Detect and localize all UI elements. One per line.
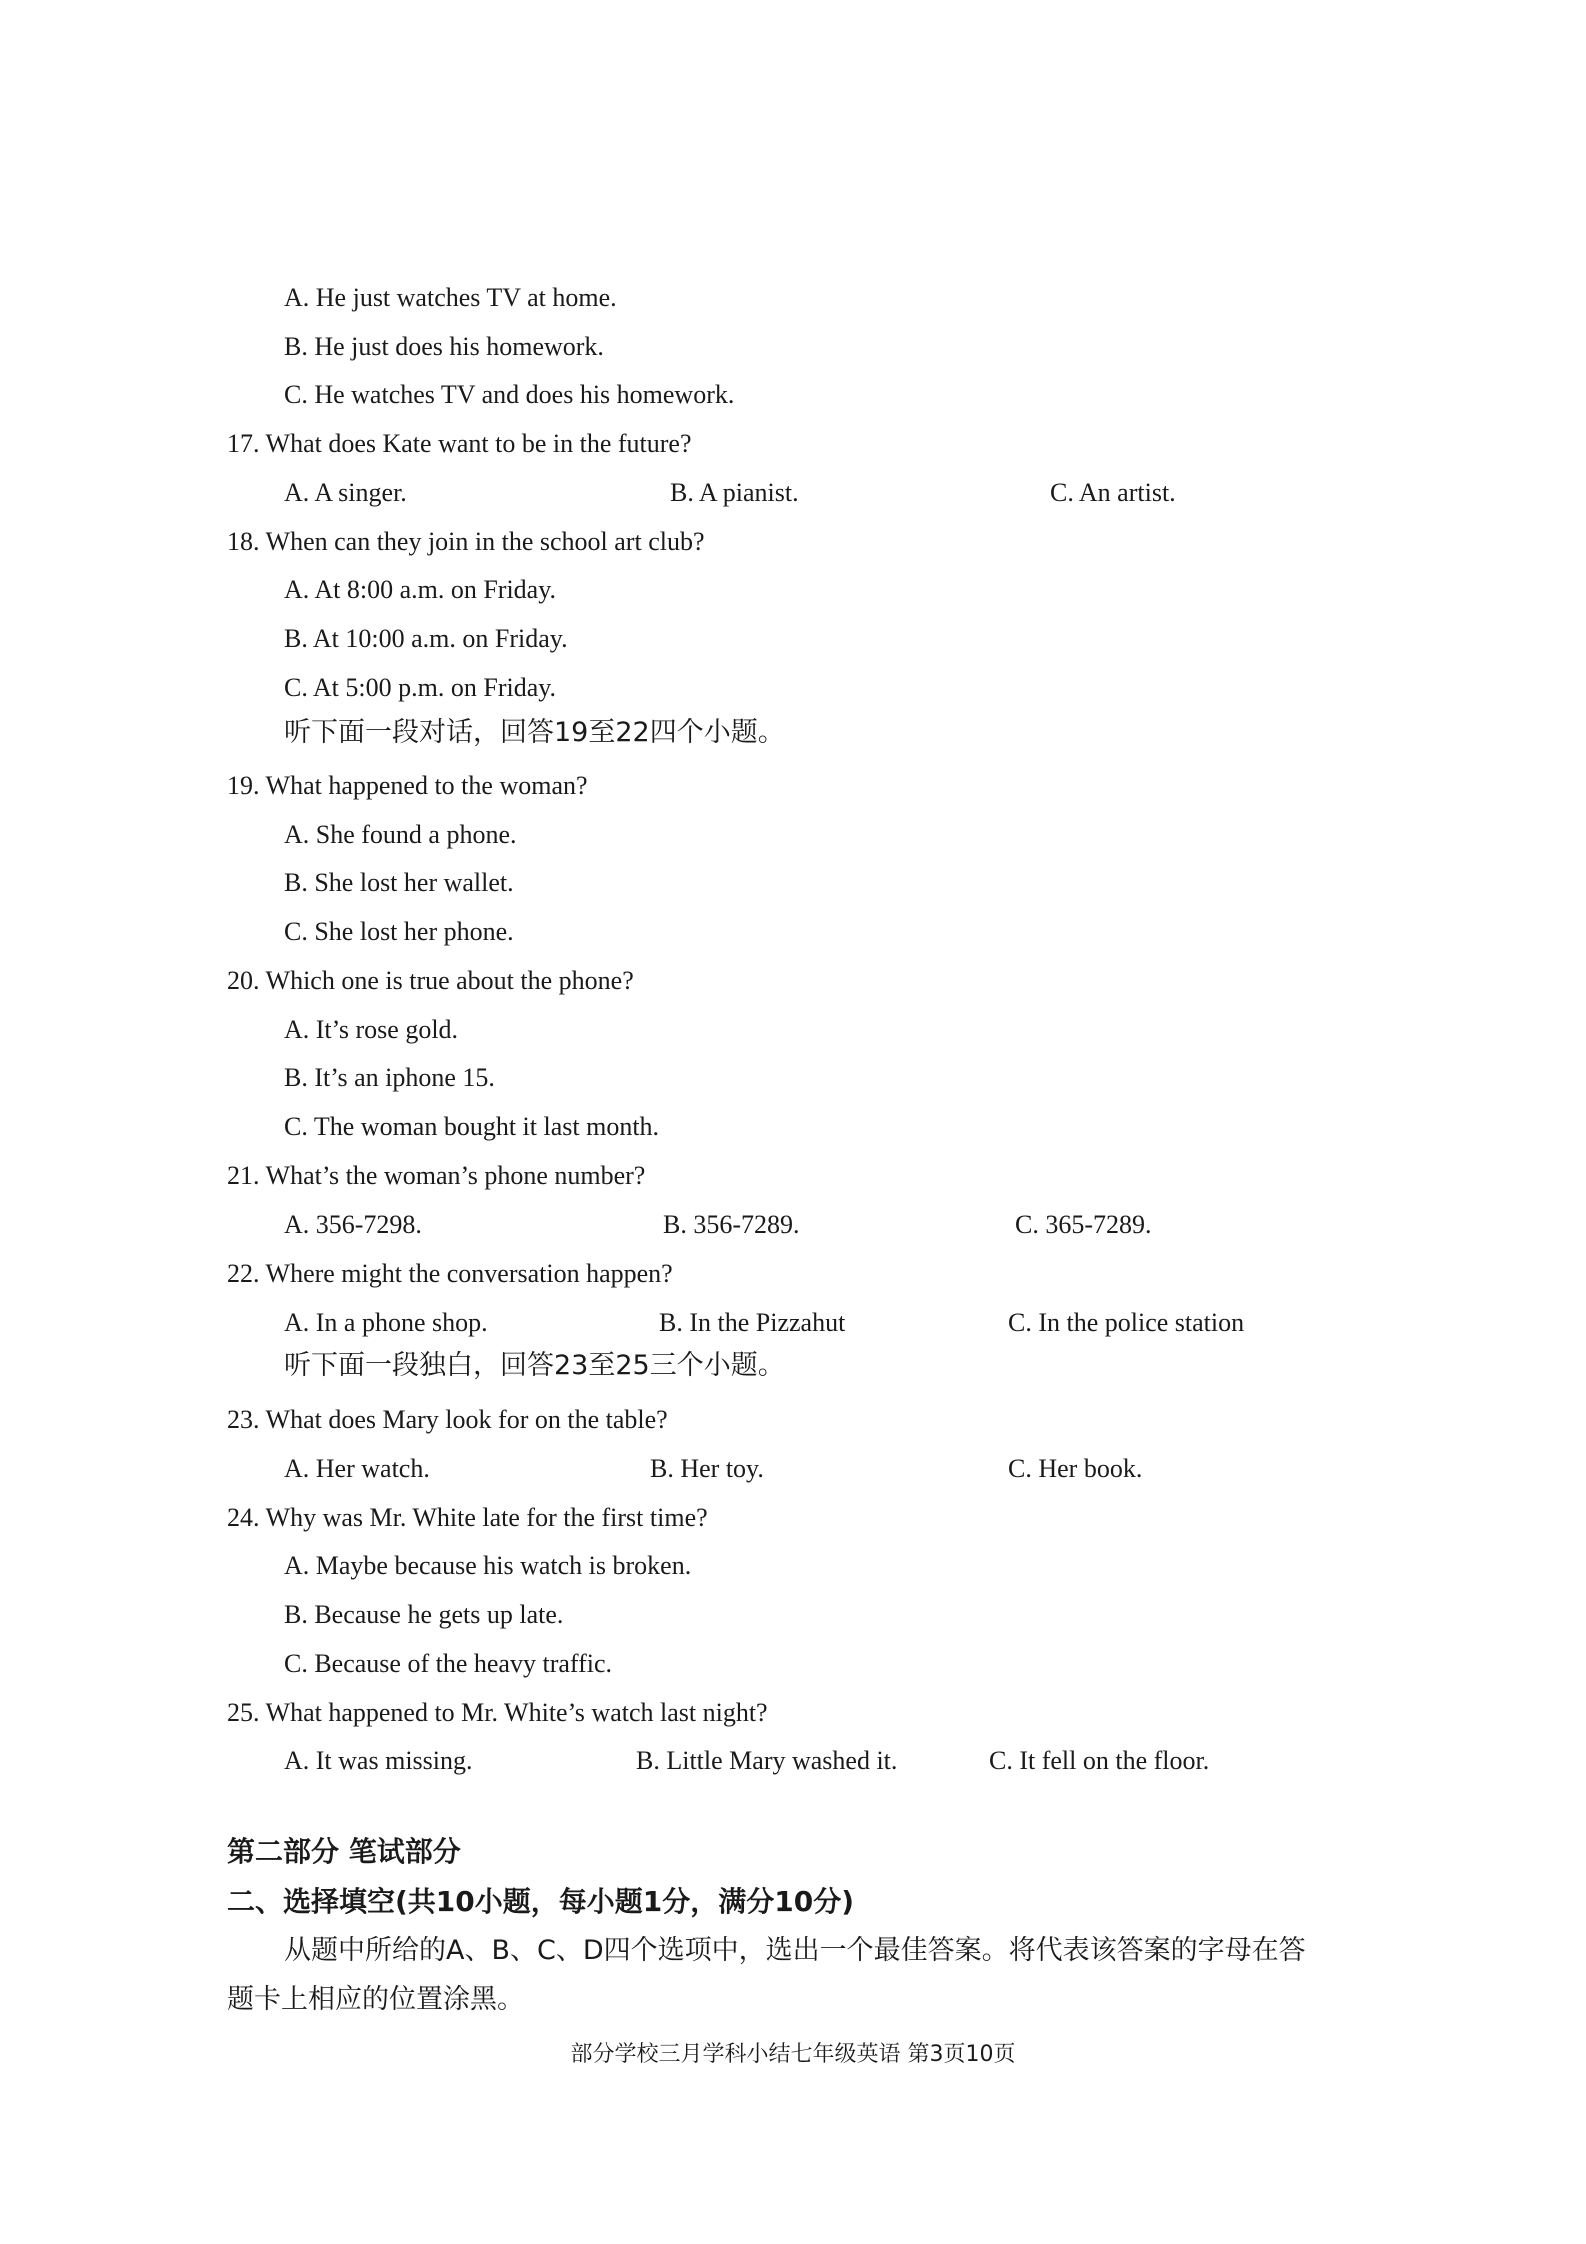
q18-stem: 18. When can they join in the school art club? <box>227 527 705 556</box>
section2-instruction-line2: 题卡上相应的位置涂黑。 <box>227 1984 524 2015</box>
q17-stem: 17. What does Kate want to be in the future? <box>227 429 692 458</box>
part2-title: 第二部分 笔试部分 <box>227 1835 461 1868</box>
q19-option-c: C. She lost her phone. <box>284 917 514 946</box>
q25-option-a: A. It was missing. <box>284 1746 473 1775</box>
q18-option-a: A. At 8:00 a.m. on Friday. <box>284 575 557 604</box>
q21-option-c: C. 365-7289. <box>1015 1210 1152 1239</box>
q22-option-b: B. In the Pizzahut <box>659 1308 846 1337</box>
q24-stem: 24. Why was Mr. White late for the first time? <box>227 1503 708 1532</box>
q20-option-a: A. It’s rose gold. <box>284 1015 459 1044</box>
q22-option-a: A. In a phone shop. <box>284 1308 488 1337</box>
listening-instruction-23-25: 听下面一段独白，回答23至25三个小题。 <box>284 1350 785 1381</box>
listening-instruction-19-22: 听下面一段对话，回答19至22四个小题。 <box>284 717 785 748</box>
q25-option-c: C. It fell on the floor. <box>989 1746 1210 1775</box>
q23-stem: 23. What does Mary look for on the table? <box>227 1405 668 1434</box>
q23-option-c: C. Her book. <box>1008 1454 1143 1483</box>
q25-stem: 25. What happened to Mr. White’s watch last night? <box>227 1698 768 1727</box>
section2-instruction-line1: 从题中所给的A、B、C、D四个选项中，选出一个最佳答案。将代表该答案的字母在答 <box>284 1935 1306 1966</box>
q17-option-b: B. A pianist. <box>670 478 799 507</box>
q19-option-a: A. She found a phone. <box>284 820 517 849</box>
q17-option-c: C. An artist. <box>1050 478 1176 507</box>
q21-option-b: B. 356-7289. <box>663 1210 800 1239</box>
q18-option-b: B. At 10:00 a.m. on Friday. <box>284 624 568 653</box>
q20-stem: 20. Which one is true about the phone? <box>227 966 634 995</box>
q24-option-b: B. Because he gets up late. <box>284 1600 564 1629</box>
section2-title: 二、选择填空(共10小题，每小题1分，满分10分) <box>227 1885 855 1918</box>
q19-option-b: B. She lost her wallet. <box>284 868 514 897</box>
q16-option-c: C. He watches TV and does his homework. <box>284 380 735 409</box>
q22-option-c: C. In the police station <box>1008 1308 1245 1337</box>
q24-option-c: C. Because of the heavy traffic. <box>284 1649 612 1678</box>
q22-stem: 22. Where might the conversation happen? <box>227 1259 673 1288</box>
q19-stem: 19. What happened to the woman? <box>227 771 588 800</box>
q16-option-a: A. He just watches TV at home. <box>284 283 617 312</box>
page-footer: 部分学校三月学科小结七年级英语 第3页10页 <box>570 2042 1016 2067</box>
q17-option-a: A. A singer. <box>284 478 407 507</box>
q24-option-a: A. Maybe because his watch is broken. <box>284 1551 692 1580</box>
q23-option-b: B. Her toy. <box>650 1454 764 1483</box>
q21-stem: 21. What’s the woman’s phone number? <box>227 1161 646 1190</box>
q21-option-a: A. 356-7298. <box>284 1210 422 1239</box>
q20-option-c: C. The woman bought it last month. <box>284 1112 660 1141</box>
q18-option-c: C. At 5:00 p.m. on Friday. <box>284 673 557 702</box>
q16-option-b: B. He just does his homework. <box>284 332 604 361</box>
q25-option-b: B. Little Mary washed it. <box>636 1746 898 1775</box>
q23-option-a: A. Her watch. <box>284 1454 430 1483</box>
q20-option-b: B. It’s an iphone 15. <box>284 1063 495 1092</box>
